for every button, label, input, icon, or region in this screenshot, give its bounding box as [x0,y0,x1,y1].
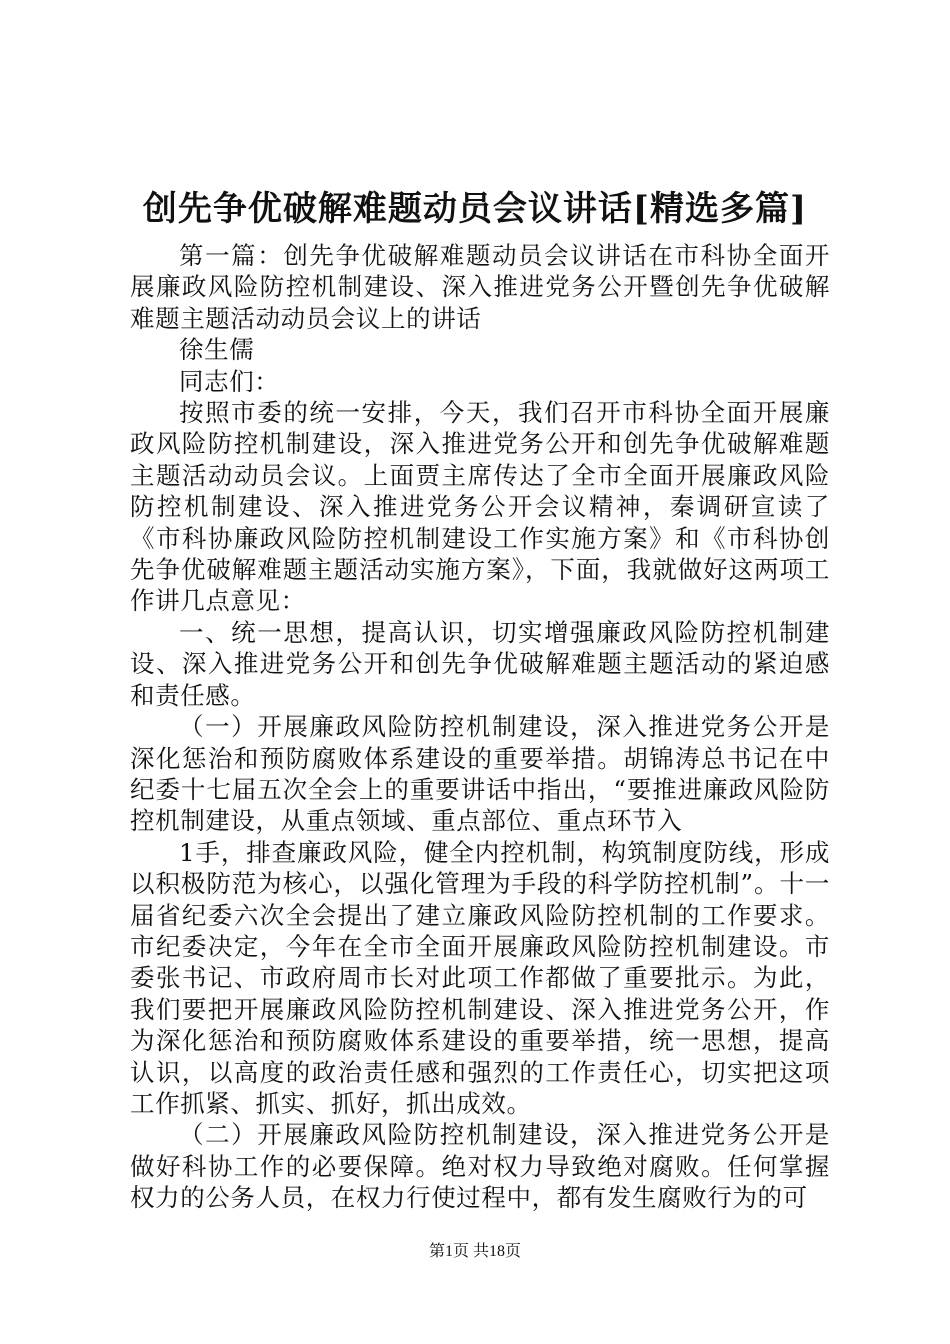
paragraph-section-one: 一、统一思想，提高认识，切实增强廉政风险防控机制建设、深入推进党务公开和创先争优破解难题主题活动的紧迫感和责任感。 [130,617,830,710]
paragraph-intro: 第一篇：创先争优破解难题动员会议讲话在市科协全面开展廉政风险防控机制建设、深入推进党务公开暨创先争优破解难题主题活动动员会议上的讲话 [130,241,830,333]
paragraph-point-two: （二）开展廉政风险防控机制建设，深入推进党务公开是做好科协工作的必要保障。绝对权力导致绝对腐败。任何掌握权力的公务人员，在权力行使过程中，都有发生腐败行为的可 [130,1120,830,1213]
paragraph-opening: 按照市委的统一安排，今天，我们召开市科协全面开展廉政风险防控机制建设，深入推进党务公开和创先争优破解难题主题活动动员会议。上面贾主席传达了全市全面开展廉政风险防控机制建设、深入推进党务公开会议精神，秦调研宣读了《市科协廉政风险防控机制建设工作实施方案》和《市科协创先争优破解难题主题活动实施方案》，下面，我就做好这两项工作讲几点意见： [130,398,830,616]
document-title: 创先争优破解难题动员会议讲话[精选多篇] [142,189,808,229]
paragraph-point-one: （一）开展廉政风险防控机制建设，深入推进党务公开是深化惩治和预防腐败体系建设的重要举措。胡锦涛总书记在中纪委十七届五次全会上的重要讲话中指出，“要推进廉政风险防控机制建设，从重点领域、重点部位、重点环节入 [130,712,830,836]
document-body [130,240,830,1214]
paragraph-salutation: 同志们： [179,366,280,396]
paragraph-author: 徐生儒 [179,335,255,365]
paragraph-point-one-cont: 1手，排查廉政风险，健全内控机制，构筑制度防线，形成以积极防范为核心，以强化管理为手段的科学防控机制”。十一届省纪委六次全会提出了建立廉政风险防控机制的工作要求。市纪委决定，今年在全市全面开展廉政风险防控机制建设。市委张书记、市政府周市长对此项工作都做了重要批示。为此，我们要把开展廉政风险防控机制建设、深入推进党务公开，作为深化惩治和预防腐败体系建设的重要举措，统一思想，提高认识，以高度的政治责任感和强烈的工作责任心，切实把这项工作抓紧、抓实、抓好，抓出成效。 [130,837,830,1118]
page-number: 第1页 共18页 [428,1243,521,1260]
